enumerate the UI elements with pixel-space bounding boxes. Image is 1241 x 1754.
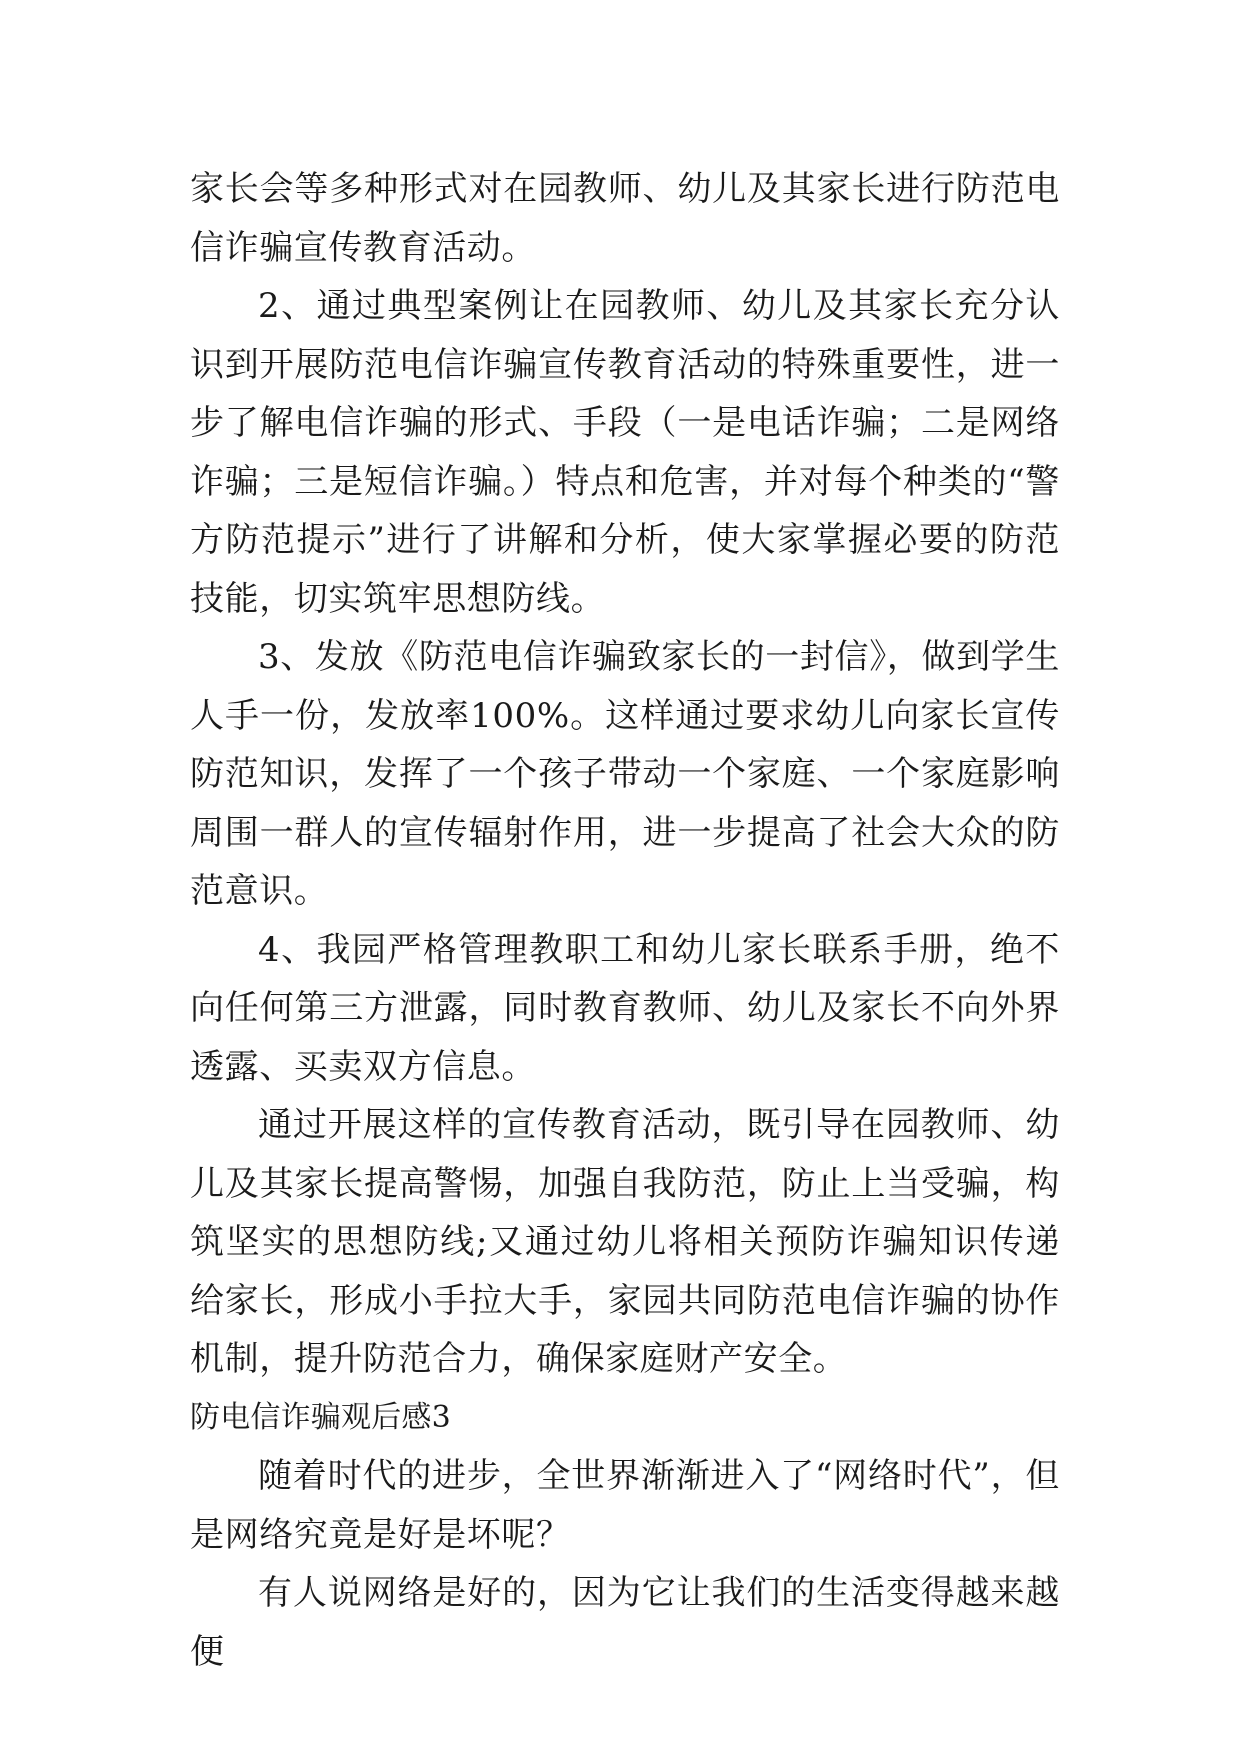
paragraph-continuation: 家长会等多种形式对在园教师、幼儿及其家长进行防范电信诈骗宣传教育活动。 — [190, 169, 1060, 268]
paragraph-item-2: 2、通过典型案例让在园教师、幼儿及其家长充分认识到开展防范电信诈骗宣传教育活动的特殊重要性，进一步了解电信诈骗的形式、手段（一是电话诈骗；二是网络诈骗；三是短信诈骗。）特点和危害，并对每个种类的“警方防范提示”进行了讲解和分析，使大家掌握必要的防范技能，切实筑牢思想防线。 — [190, 286, 1060, 619]
document-body — [190, 160, 1060, 1681]
paragraph-opinion: 有人说网络是好的，因为它让我们的生活变得越来越便 — [190, 1573, 1060, 1672]
paragraph-item-4: 4、我园严格管理教职工和幼儿家长联系手册，绝不向任何第三方泄露，同时教育教师、幼儿及家长不向外界透露、买卖双方信息。 — [190, 929, 1060, 1087]
paragraph-summary: 通过开展这样的宣传教育活动，既引导在园教师、幼儿及其家长提高警惕，加强自我防范，防止上当受骗，构筑坚实的思想防线;又通过幼儿将相关预防诈骗知识传递给家长，形成小手拉大手，家园共同防范电信诈骗的协作机制，提升防范合力，确保家庭财产安全。 — [190, 1105, 1060, 1379]
paragraph-item-3: 3、发放《防范电信诈骗致家长的一封信》，做到学生人手一份，发放率100%。这样通过要求幼儿向家长宣传防范知识，发挥了一个孩子带动一个家庭、一个家庭影响周围一群人的宣传辐射作用，进一步提高了社会大众的防范意识。 — [190, 637, 1060, 911]
paragraph-intro: 随着时代的进步，全世界渐渐进入了“网络时代”，但是网络究竟是好是坏呢？ — [190, 1456, 1060, 1555]
section-heading: 防电信诈骗观后感3 — [190, 1399, 451, 1435]
